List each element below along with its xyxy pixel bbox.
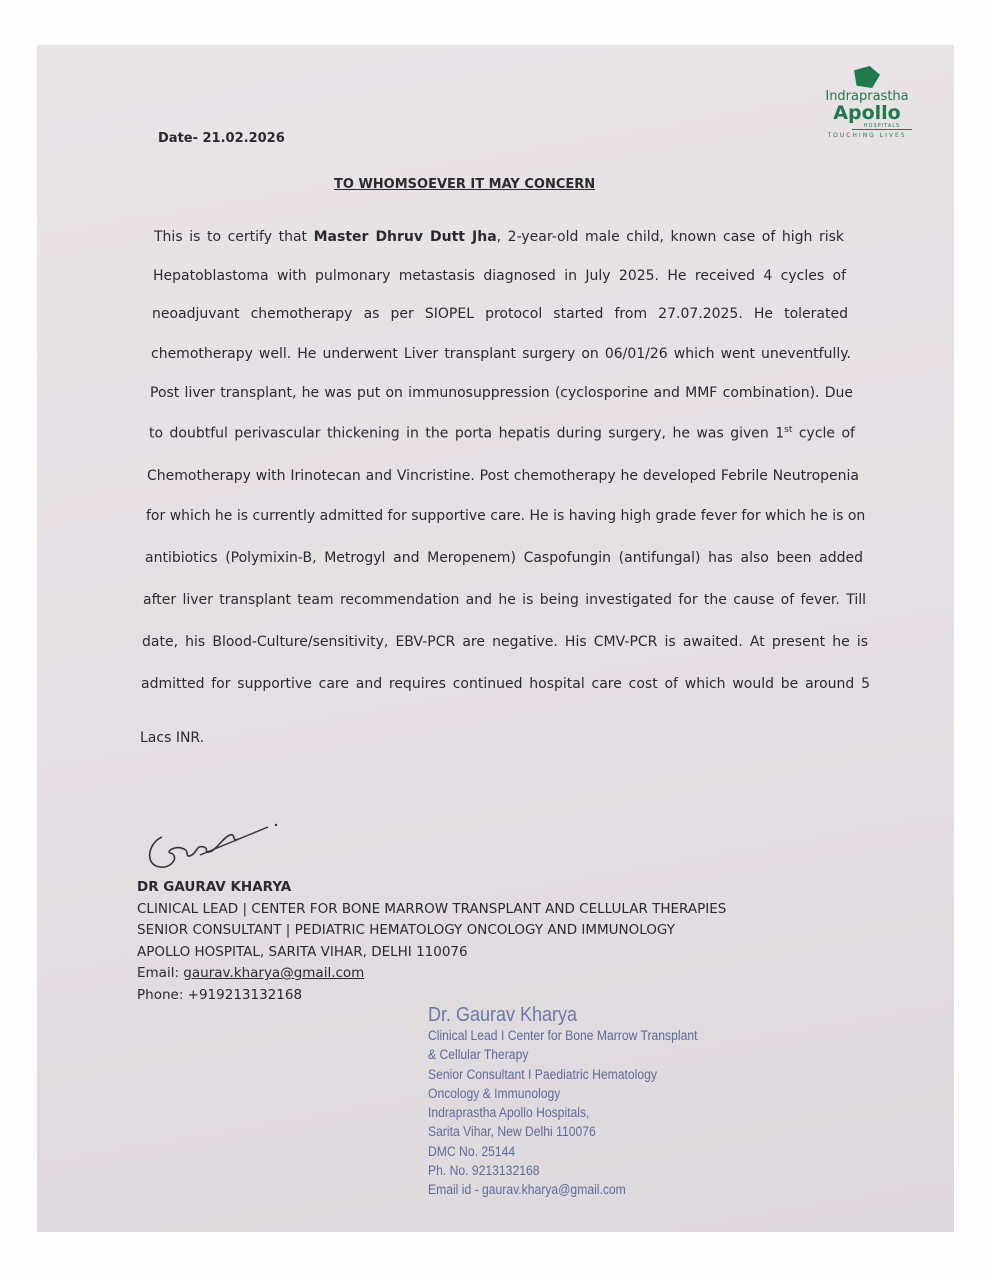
body-line: [154, 229, 844, 245]
letter-title: TO WHOMSOEVER IT MAY CONCERN: [334, 177, 596, 192]
signatory-phone: Phone: +919213132168: [137, 986, 303, 1003]
body-line: admitted for supportive care and requires continued hospital care cost of which would be around 5: [141, 676, 870, 692]
text: This is to certify that: [154, 229, 314, 245]
text: cycle of: [792, 425, 855, 442]
body-line: [149, 425, 855, 442]
signatory-title-2: SENIOR CONSULTANT | PEDIATRIC HEMATOLOGY ONCOLOGY AND IMMUNOLOGY: [137, 922, 675, 938]
body-line: chemotherapy well. He underwent Liver transplant surgery on 06/01/26 which went uneventfully.: [151, 346, 851, 362]
superscript: st: [784, 425, 793, 435]
signatory-block: [137, 877, 726, 1006]
signatory-email-row: [137, 963, 726, 985]
handwritten-signature: [140, 815, 290, 875]
body-line: neoadjuvant chemotherapy as per SIOPEL protocol started from 27.07.2025. He tolerated: [152, 306, 848, 322]
stamp-line: DMC No. 25144: [428, 1143, 516, 1159]
body-line: Post liver transplant, he was put on immunosuppression (cyclosporine and MMF combination). Due: [150, 385, 853, 401]
email-link[interactable]: gaurav.kharya@gmail.com: [183, 965, 365, 981]
body-line: antibiotics (Polymixin-B, Metrogyl and Meropenem) Caspofungin (antifungal) has also been added: [145, 550, 863, 566]
email-label: Email:: [137, 965, 184, 981]
patient-name: Master Dhruv Dutt Jha: [313, 229, 497, 245]
logo-line1: Indraprastha: [825, 89, 909, 104]
body-line: for which he is currently admitted for supportive care. He is having high grade fever for which he is on: [146, 508, 866, 524]
body-line: date, his Blood-Culture/sensitivity, EBV-PCR are negative. His CMV-PCR is awaited. At present he is: [142, 634, 868, 650]
stamp-line: Indraprastha Apollo Hospitals,: [428, 1105, 590, 1121]
stamp-line: Ph. No. 9213132168: [428, 1163, 540, 1179]
body-line: Chemotherapy with Irinotecan and Vincristine. Post chemotherapy he developed Febrile Neutropenia: [147, 468, 859, 484]
logo-line2: Apollo: [833, 102, 901, 124]
signatory-title-1: CLINICAL LEAD | CENTER FOR BONE MARROW TRANSPLANT AND CELLULAR THERAPIES: [137, 900, 727, 917]
body-line: Hepatoblastoma with pulmonary metastasis diagnosed in July 2025. He received 4 cycles of: [153, 268, 846, 284]
stamp-name: Dr. Gaurav Kharya: [428, 1004, 578, 1026]
text: , 2-year-old male child, known case of high risk: [496, 229, 844, 245]
signatory-name: DR GAURAV KHARYA: [137, 879, 292, 895]
body-line: Lacs INR.: [140, 730, 205, 746]
body-line: after liver transplant team recommendation and he is being investigated for the cause of fever. Till: [143, 592, 866, 608]
stamp-line: Clinical Lead I Center for Bone Marrow Transplant: [428, 1028, 698, 1043]
letter-date: Date- 21.02.2026: [158, 131, 285, 146]
stamp-line: Sarita Vihar, New Delhi 110076: [428, 1124, 596, 1140]
stamp-line: Senior Consultant I Paediatric Hematology: [428, 1066, 657, 1082]
doctor-stamp: [428, 1004, 697, 1200]
stamp-line: Email id - gaurav.kharya@gmail.com: [428, 1182, 626, 1198]
logo-line3: HOSPITALS: [852, 123, 912, 130]
stamp-line: Oncology & Immunology: [428, 1085, 561, 1101]
logo-tagline: TOUCHING LIVES: [827, 132, 907, 139]
hospital-logo: [812, 66, 922, 139]
text: to doubtful perivascular thickening in the porta hepatis during surgery, he was given 1: [149, 425, 785, 442]
signatory-address: APOLLO HOSPITAL, SARITA VIHAR, DELHI 110076: [137, 943, 468, 960]
stamp-line: & Cellular Therapy: [428, 1047, 529, 1063]
apollo-logo-icon: [854, 66, 880, 88]
